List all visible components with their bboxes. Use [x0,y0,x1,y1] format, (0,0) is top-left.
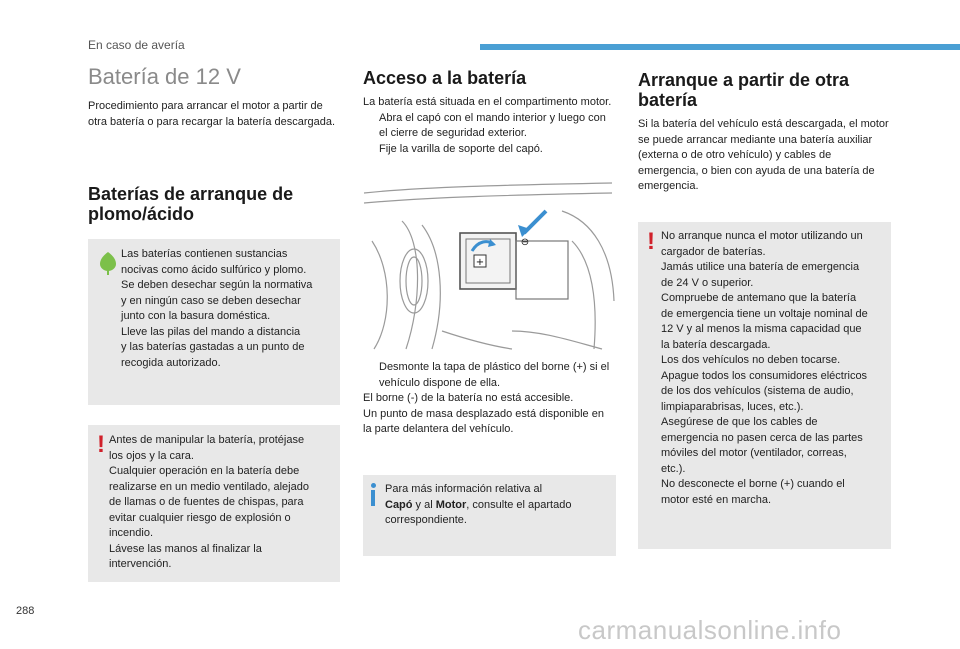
battery-terminal-text [363,360,613,438]
watermark: carmanualsonline.info [578,615,842,645]
info-hood-link: Capó [385,498,413,511]
warning-line: 12 V y al menos la misma capacidad que [661,323,862,335]
info-note-text [385,482,611,529]
negative-terminal-text: El borne (-) de la batería no está accesible. [363,392,574,404]
jumpstart-intro: Si la batería del vehículo está descargada, el motor se puede arrancar mediante una batería auxiliar (externa o de otro vehículo) y cables de emergencia, o bien con ayuda de una batería de emergencia. [638,118,889,192]
section-title: En caso de avería [88,38,185,52]
intro-text: Procedimiento para arrancar el motor a partir de otra batería o para recargar la batería descargada. [88,100,336,128]
ground-point-text: Un punto de masa desplazado está disponible en la parte delantera del vehículo. [363,407,604,435]
subtitle-line1: Baterías de arranque de [88,184,294,204]
engine-bay-illustration [362,181,616,353]
eco-note-text [121,247,337,371]
warning-note-box [88,425,340,582]
warning-line: Compruebe de antemano que la batería [661,292,857,304]
eco-line: recogida autorizado. [121,356,221,369]
warning-line: de 24 V o superior. [661,276,754,289]
eco-line: y en ningún caso se deben desechar [121,294,301,307]
header-bar [480,44,960,50]
ground-point-label: ⊖ [520,237,530,248]
warning-line: intervención. [109,558,172,570]
terminal-bullet-text: Desmonte la tapa de plástico del borne (+) si el vehículo dispone de ella. [379,361,610,389]
warning-line: móviles del motor (ventilador, correas, [661,447,847,459]
info-note-box [363,475,616,556]
warning-line: Apague todos los consumidores eléctricos [661,369,868,382]
eco-line: junto con la basura doméstica. [121,310,271,322]
jumpstart-warning-box [638,222,891,549]
warning-line: etc.). [661,462,686,475]
eco-line: Se deben desechar según la normativa [121,279,313,291]
page-title: Batería de 12 V [88,64,241,89]
access-text [363,95,613,157]
jumpstart-title-line2: batería [638,90,698,110]
warning-line: Los dos vehículos no deben tocarse. [661,354,841,366]
terminal-bullet [363,360,613,391]
jumpstart-title-line1: Arranque a partir de otra [638,70,850,90]
eco-line: y las baterías gastadas a un punto de [121,341,305,353]
info-mid: y al [412,498,436,511]
warning-line: de los dos vehículos (sistema de audio, [661,385,854,397]
subtitle-lead-acid [88,184,293,224]
warning-note-text [109,433,337,573]
info-prefix: Para más información relativa al [385,483,543,495]
eco-note-box [88,239,340,405]
eco-line: Las baterías contienen sustancias [121,248,288,260]
warning-line: No desconecte el borne (+) cuando el [661,478,845,490]
eco-line: nocivas como ácido sulfúrico y plomo. [121,263,307,276]
warning-line: incendio. [109,527,154,539]
warning-line: cargador de baterías. [661,245,766,258]
warning-line: emergencia no pasen cerca de las partes [661,431,863,444]
warning-line: Asegúrese de que los cables de [661,416,818,428]
access-bullet-text: Fije la varilla de soporte del capó. [379,142,543,155]
warning-line: realizarse en un medio ventilado, alejado [109,480,309,493]
access-bullet [363,111,613,142]
jumpstart-title [638,70,849,110]
warning-icon: ! [647,228,655,255]
warning-line: Cualquier operación en la batería debe [109,465,300,477]
jumpstart-warning-text [661,229,889,508]
access-bullet [363,142,613,158]
access-title: Acceso a la batería [363,68,527,88]
info-icon [371,490,375,506]
warning-line: No arranque nunca el motor utilizando un [661,230,863,242]
warning-line: evitar cualquier riesgo de explosión o [109,511,291,524]
warning-line: los ojos y la cara. [109,449,194,462]
warning-line: de llamas o de fuentes de chispas, para [109,496,304,508]
warning-line: la batería descargada. [661,338,771,351]
info-icon-dot [371,483,376,488]
warning-line: Lávese las manos al finalizar la [109,542,262,555]
plus-terminal-label: + [475,257,485,268]
warning-line: de emergencia tiene un voltaje nominal de [661,307,868,320]
page-number: 288 [16,605,35,617]
eco-line: Lleve las pilas del mando a distancia [121,325,301,338]
warning-line: limpiaparabrisas, luces, etc.). [661,400,804,413]
access-bullet-text: Abra el capó con el mando interior y luego con el cierre de seguridad exterior. [379,111,606,139]
warning-line: Antes de manipular la batería, protéjase [109,434,305,446]
warning-line: motor esté en marcha. [661,493,772,506]
access-intro: La batería está situada en el compartimento motor. [363,96,612,108]
info-engine-link: Motor [435,498,467,511]
info-suffix: , consulte el apartado correspondiente. [385,498,572,526]
leaf-icon [98,251,118,275]
subtitle-line2: plomo/ácido [88,204,195,224]
warning-line: Jamás utilice una batería de emergencia [661,261,860,273]
warning-icon: ! [97,431,105,458]
